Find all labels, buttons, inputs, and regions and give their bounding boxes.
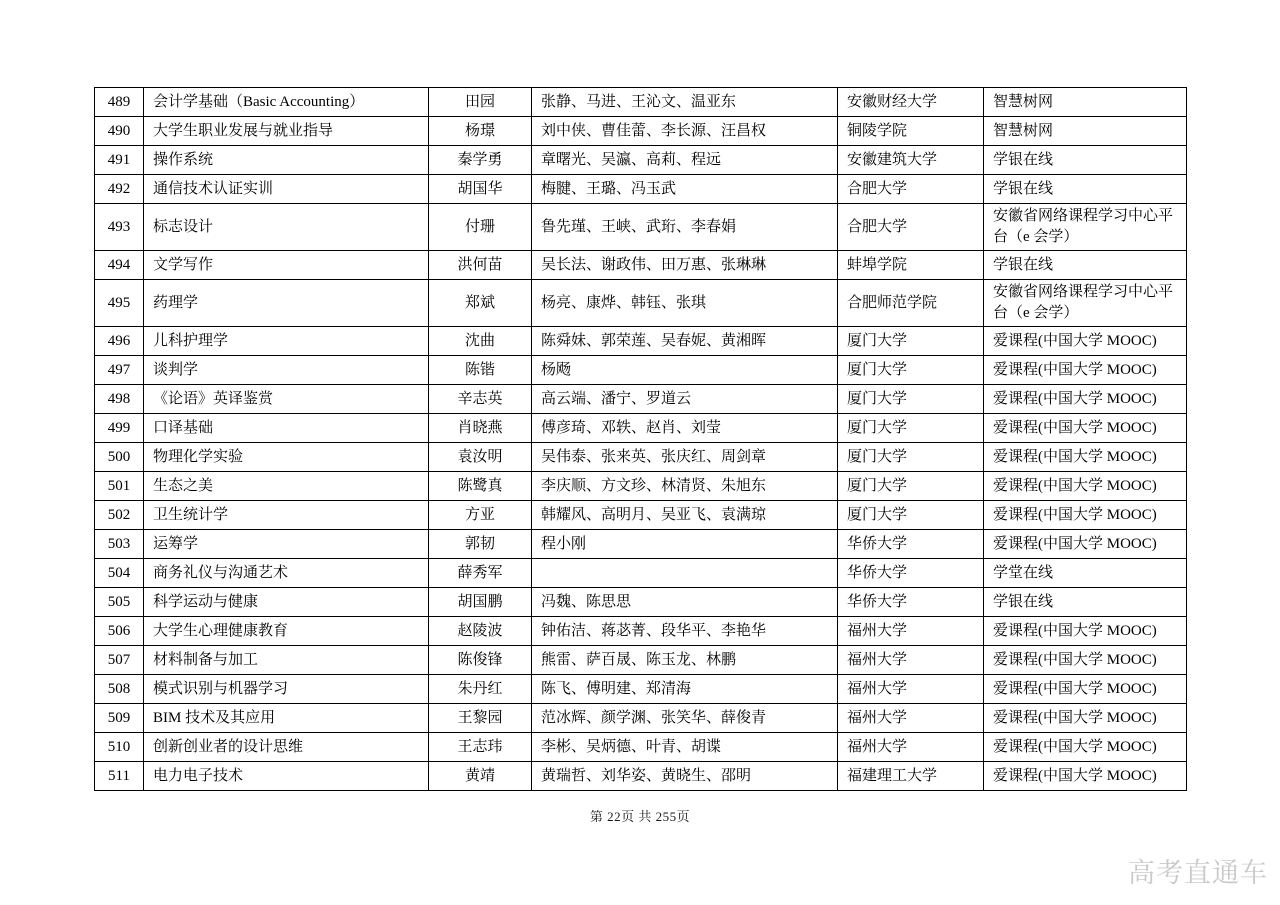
course-team-cell: 张静、马进、王沁文、温亚东 — [532, 88, 838, 117]
table-row — [95, 617, 1187, 646]
course-university-cell: 合肥大学 — [838, 204, 984, 251]
course-platform-cell: 爱课程(中国大学 MOOC) — [984, 530, 1187, 559]
course-platform-cell: 安徽省网络课程学习中心平台（e 会学） — [984, 280, 1187, 327]
course-leader-cell: 郭韧 — [429, 530, 532, 559]
table-row — [95, 733, 1187, 762]
course-leader-cell: 陈俊锋 — [429, 646, 532, 675]
course-team-cell: 鲁先瑾、王峡、武珩、李春娟 — [532, 204, 838, 251]
course-team-cell: 杨亮、康烨、韩钰、张琪 — [532, 280, 838, 327]
course-team-cell: 冯魏、陈思思 — [532, 588, 838, 617]
course-name-cell: 物理化学实验 — [144, 443, 429, 472]
course-university-cell: 厦门大学 — [838, 472, 984, 501]
course-platform-cell: 学银在线 — [984, 251, 1187, 280]
course-name-cell: 《论语》英译鉴赏 — [144, 385, 429, 414]
course-number-cell: 499 — [95, 414, 144, 443]
course-leader-cell: 肖晓燕 — [429, 414, 532, 443]
table-row — [95, 88, 1187, 117]
table-row — [95, 501, 1187, 530]
course-name-cell: 卫生统计学 — [144, 501, 429, 530]
page-number: 第 22页 共 255页 — [589, 809, 691, 824]
table-row — [95, 327, 1187, 356]
course-team-cell: 高云端、潘宁、罗道云 — [532, 385, 838, 414]
table-row — [95, 472, 1187, 501]
course-number-cell: 506 — [95, 617, 144, 646]
course-leader-cell: 胡国华 — [429, 175, 532, 204]
course-table — [94, 87, 1187, 791]
course-university-cell: 厦门大学 — [838, 327, 984, 356]
course-team-cell — [532, 559, 838, 588]
course-leader-cell: 沈曲 — [429, 327, 532, 356]
course-name-cell: 谈判学 — [144, 356, 429, 385]
course-name-cell: 商务礼仪与沟通艺术 — [144, 559, 429, 588]
course-platform-cell: 爱课程(中国大学 MOOC) — [984, 356, 1187, 385]
course-name-cell: 材料制备与加工 — [144, 646, 429, 675]
course-name-cell: 儿科护理学 — [144, 327, 429, 356]
course-leader-cell: 秦学勇 — [429, 146, 532, 175]
course-university-cell: 厦门大学 — [838, 356, 984, 385]
course-number-cell: 493 — [95, 204, 144, 251]
course-name-cell: 会计学基础（Basic Accounting） — [144, 88, 429, 117]
course-leader-cell: 辛志英 — [429, 385, 532, 414]
course-platform-cell: 爱课程(中国大学 MOOC) — [984, 327, 1187, 356]
course-number-cell: 498 — [95, 385, 144, 414]
course-name-cell: 运筹学 — [144, 530, 429, 559]
course-leader-cell: 王黎园 — [429, 704, 532, 733]
course-platform-cell: 爱课程(中国大学 MOOC) — [984, 501, 1187, 530]
course-team-cell: 程小刚 — [532, 530, 838, 559]
course-platform-cell: 爱课程(中国大学 MOOC) — [984, 675, 1187, 704]
table-row — [95, 559, 1187, 588]
course-team-cell: 韩耀风、高明月、吴亚飞、袁满琼 — [532, 501, 838, 530]
course-number-cell: 504 — [95, 559, 144, 588]
course-number-cell: 511 — [95, 762, 144, 791]
course-team-cell: 范冰辉、颜学渊、张笑华、薛俊青 — [532, 704, 838, 733]
course-platform-cell: 学银在线 — [984, 146, 1187, 175]
course-number-cell: 496 — [95, 327, 144, 356]
course-university-cell: 合肥大学 — [838, 175, 984, 204]
table-row — [95, 204, 1187, 251]
course-university-cell: 合肥师范学院 — [838, 280, 984, 327]
course-number-cell: 497 — [95, 356, 144, 385]
course-team-cell: 杨飏 — [532, 356, 838, 385]
table-row — [95, 251, 1187, 280]
course-name-cell: 创新创业者的设计思维 — [144, 733, 429, 762]
course-number-cell: 492 — [95, 175, 144, 204]
course-number-cell: 509 — [95, 704, 144, 733]
course-table-body — [95, 88, 1187, 791]
course-university-cell: 福州大学 — [838, 733, 984, 762]
table-row — [95, 443, 1187, 472]
course-team-cell: 熊雷、萨百晟、陈玉龙、林鹏 — [532, 646, 838, 675]
course-name-cell: 药理学 — [144, 280, 429, 327]
course-name-cell: 通信技术认证实训 — [144, 175, 429, 204]
course-university-cell: 蚌埠学院 — [838, 251, 984, 280]
course-team-cell: 梅腱、王璐、冯玉武 — [532, 175, 838, 204]
course-name-cell: 电力电子技术 — [144, 762, 429, 791]
course-name-cell: 操作系统 — [144, 146, 429, 175]
watermark: 高考直通车 — [1128, 858, 1268, 888]
course-university-cell: 厦门大学 — [838, 414, 984, 443]
course-leader-cell: 王志玮 — [429, 733, 532, 762]
course-name-cell: 文学写作 — [144, 251, 429, 280]
course-number-cell: 490 — [95, 117, 144, 146]
course-platform-cell: 智慧树网 — [984, 88, 1187, 117]
course-university-cell: 厦门大学 — [838, 385, 984, 414]
table-row — [95, 530, 1187, 559]
course-leader-cell: 付珊 — [429, 204, 532, 251]
course-university-cell: 福州大学 — [838, 704, 984, 733]
course-number-cell: 510 — [95, 733, 144, 762]
course-leader-cell: 洪何苗 — [429, 251, 532, 280]
table-row — [95, 385, 1187, 414]
course-platform-cell: 学银在线 — [984, 588, 1187, 617]
course-leader-cell: 陈鹭真 — [429, 472, 532, 501]
course-team-cell: 黄瑞哲、刘华姿、黄晓生、邵明 — [532, 762, 838, 791]
course-leader-cell: 郑斌 — [429, 280, 532, 327]
table-row — [95, 588, 1187, 617]
course-leader-cell: 袁汝明 — [429, 443, 532, 472]
course-team-cell: 李庆顺、方文珍、林清贤、朱旭东 — [532, 472, 838, 501]
course-university-cell: 铜陵学院 — [838, 117, 984, 146]
course-platform-cell: 智慧树网 — [984, 117, 1187, 146]
course-platform-cell: 爱课程(中国大学 MOOC) — [984, 617, 1187, 646]
course-name-cell: 生态之美 — [144, 472, 429, 501]
course-number-cell: 508 — [95, 675, 144, 704]
course-university-cell: 厦门大学 — [838, 501, 984, 530]
course-platform-cell: 爱课程(中国大学 MOOC) — [984, 646, 1187, 675]
course-university-cell: 安徽财经大学 — [838, 88, 984, 117]
course-number-cell: 502 — [95, 501, 144, 530]
course-leader-cell: 薛秀军 — [429, 559, 532, 588]
course-team-cell: 吴长法、谢政伟、田万惠、张琳琳 — [532, 251, 838, 280]
course-leader-cell: 杨璟 — [429, 117, 532, 146]
course-number-cell: 491 — [95, 146, 144, 175]
table-row — [95, 175, 1187, 204]
course-university-cell: 福州大学 — [838, 646, 984, 675]
course-platform-cell: 爱课程(中国大学 MOOC) — [984, 472, 1187, 501]
course-number-cell: 500 — [95, 443, 144, 472]
course-university-cell: 福州大学 — [838, 675, 984, 704]
course-team-cell: 钟佑洁、蒋苾菁、段华平、李艳华 — [532, 617, 838, 646]
course-leader-cell: 胡国鹏 — [429, 588, 532, 617]
course-name-cell: 大学生心理健康教育 — [144, 617, 429, 646]
course-name-cell: 模式识别与机器学习 — [144, 675, 429, 704]
course-platform-cell: 安徽省网络课程学习中心平台（e 会学） — [984, 204, 1187, 251]
course-name-cell: 科学运动与健康 — [144, 588, 429, 617]
course-platform-cell: 爱课程(中国大学 MOOC) — [984, 704, 1187, 733]
course-name-cell: 标志设计 — [144, 204, 429, 251]
course-platform-cell: 爱课程(中国大学 MOOC) — [984, 385, 1187, 414]
course-university-cell: 华侨大学 — [838, 559, 984, 588]
course-platform-cell: 学银在线 — [984, 175, 1187, 204]
course-team-cell: 陈舜妹、郭荣莲、吴春妮、黄湘晖 — [532, 327, 838, 356]
course-number-cell: 507 — [95, 646, 144, 675]
table-row — [95, 146, 1187, 175]
course-name-cell: 口译基础 — [144, 414, 429, 443]
table-row — [95, 646, 1187, 675]
course-platform-cell: 爱课程(中国大学 MOOC) — [984, 443, 1187, 472]
course-number-cell: 505 — [95, 588, 144, 617]
course-university-cell: 华侨大学 — [838, 588, 984, 617]
table-row — [95, 675, 1187, 704]
course-team-cell: 吴伟泰、张来英、张庆红、周剑章 — [532, 443, 838, 472]
table-row — [95, 356, 1187, 385]
course-team-cell: 傅彦琦、邓轶、赵肖、刘莹 — [532, 414, 838, 443]
course-name-cell: 大学生职业发展与就业指导 — [144, 117, 429, 146]
course-leader-cell: 黄靖 — [429, 762, 532, 791]
course-university-cell: 福州大学 — [838, 617, 984, 646]
course-number-cell: 489 — [95, 88, 144, 117]
course-team-cell: 陈飞、傅明建、郑清海 — [532, 675, 838, 704]
course-platform-cell: 爱课程(中国大学 MOOC) — [984, 733, 1187, 762]
course-team-cell: 刘中侠、曹佳蕾、李长源、汪昌权 — [532, 117, 838, 146]
course-team-cell: 李彬、吴炳德、叶青、胡谍 — [532, 733, 838, 762]
course-university-cell: 福建理工大学 — [838, 762, 984, 791]
course-platform-cell: 爱课程(中国大学 MOOC) — [984, 414, 1187, 443]
table-row — [95, 414, 1187, 443]
course-leader-cell: 田园 — [429, 88, 532, 117]
table-row — [95, 280, 1187, 327]
course-number-cell: 501 — [95, 472, 144, 501]
course-leader-cell: 赵陵波 — [429, 617, 532, 646]
course-university-cell: 安徽建筑大学 — [838, 146, 984, 175]
course-platform-cell: 爱课程(中国大学 MOOC) — [984, 762, 1187, 791]
course-leader-cell: 陈锴 — [429, 356, 532, 385]
table-row — [95, 117, 1187, 146]
course-number-cell: 494 — [95, 251, 144, 280]
course-number-cell: 503 — [95, 530, 144, 559]
course-leader-cell: 方亚 — [429, 501, 532, 530]
course-university-cell: 厦门大学 — [838, 443, 984, 472]
course-number-cell: 495 — [95, 280, 144, 327]
course-name-cell: BIM 技术及其应用 — [144, 704, 429, 733]
table-row — [95, 762, 1187, 791]
course-team-cell: 章曙光、吴瀛、高莉、程远 — [532, 146, 838, 175]
course-university-cell: 华侨大学 — [838, 530, 984, 559]
course-platform-cell: 学堂在线 — [984, 559, 1187, 588]
table-row — [95, 704, 1187, 733]
course-leader-cell: 朱丹红 — [429, 675, 532, 704]
